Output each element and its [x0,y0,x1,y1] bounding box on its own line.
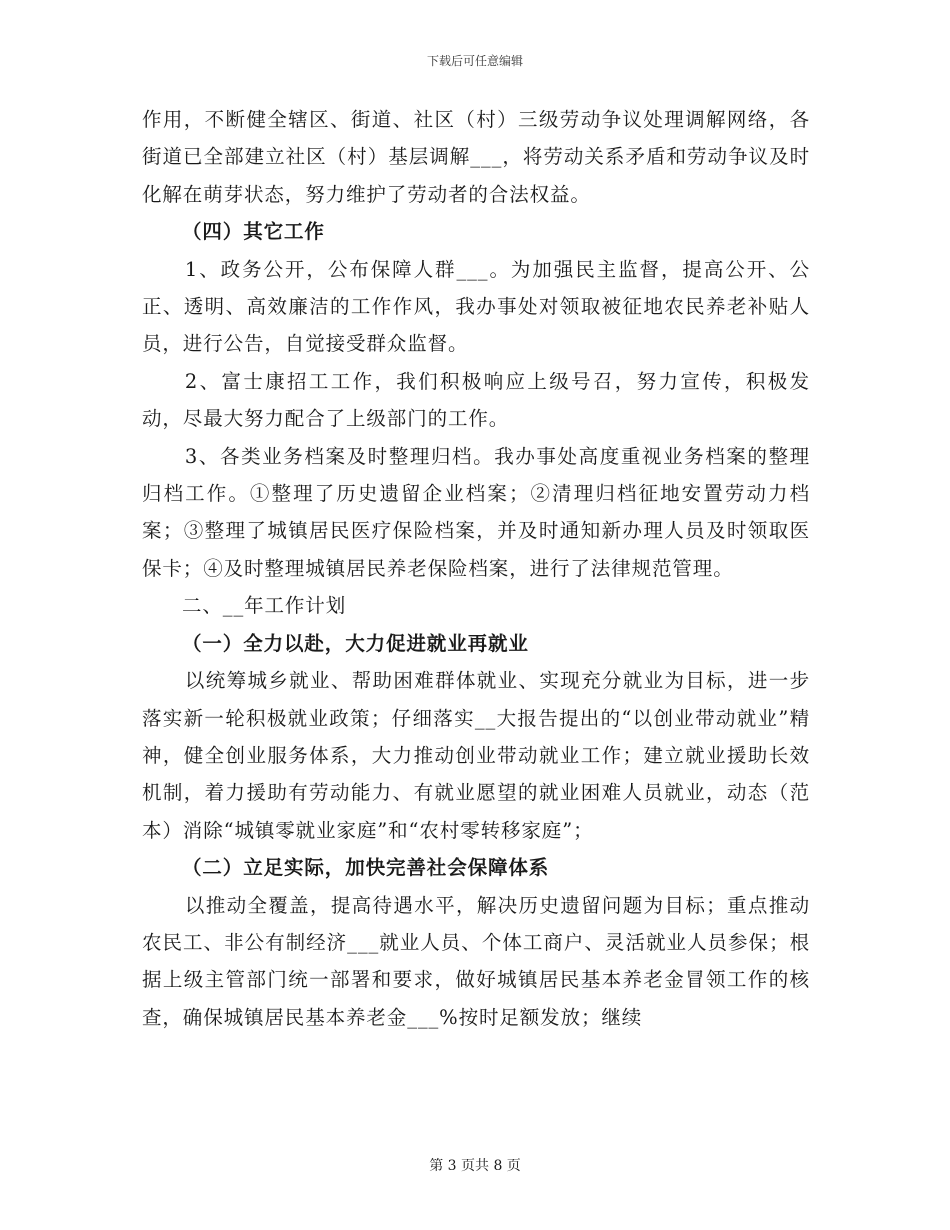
heading-other-work: （四）其它工作 [182,220,325,244]
document-body [142,101,810,1036]
paragraph-foxconn: 2、富士康招工工作，我们积极响应上级号召，努力宣传，积极发动，尽最大努力配合了上级部门的工作。 [142,369,810,431]
page-footer: 第 3 页共 8 页 [429,1158,521,1174]
heading-social-security: （二）立足实际，加快完善社会保障体系 [182,856,550,880]
heading-employment: （一）全力以赴，大力促进就业再就业 [182,631,529,655]
paragraph-labor-dispute-cont: 作用，不断健全辖区、街道、社区（村）三级劳动争议处理调解网络，各街道已全部建立社区（村）基层调解___，将劳动关系矛盾和劳动争议及时化解在萌芽状态，努力维护了劳动者的合法权益。 [142,108,810,206]
paragraph-social-security: 以推动全覆盖，提高待遇水平，解决历史遗留问题为目标；重点推动农民工、非公有制经济___就业人员、个体工商户、灵活就业人员参保；根据上级主管部门统一部署和要求，做好城镇居民基本养老金冒领工作的核查，确保城镇居民基本养老金___%按时足额发放；继续 [142,893,810,1029]
paragraph-employment: 以统筹城乡就业、帮助困难群体就业、实现充分就业为目标，进一步落实新一轮积极就业政策；仔细落实__大报告提出的“以创业带动就业”精神，健全创业服务体系，大力推动创业带动就业工作；建立就业援助长效机制，着力援助有劳动能力、有就业愿望的就业困难人员就业，动态（范本）消除“城镇零就业家庭”和“农村零转移家庭”； [142,669,810,842]
heading-work-plan: 二、__年工作计划 [182,594,347,618]
paragraph-archives: 3、各类业务档案及时整理归档。我办事处高度重视业务档案的整理归档工作。①整理了历史遗留企业档案；②清理归档征地安置劳动力档案；③整理了城镇居民医疗保险档案，并及时通知新办理人员及时领取医保卡；④及时整理城镇居民养老保险档案，进行了法律规范管理。 [142,444,810,580]
paragraph-gov-affairs: 1、政务公开，公布保障人群___。为加强民主监督，提高公开、公正、透明、高效廉洁的工作作风，我办事处对领取被征地农民养老补贴人员，进行公告，自觉接受群众监督。 [142,257,810,356]
page-header: 下载后可任意编辑 [426,54,523,68]
